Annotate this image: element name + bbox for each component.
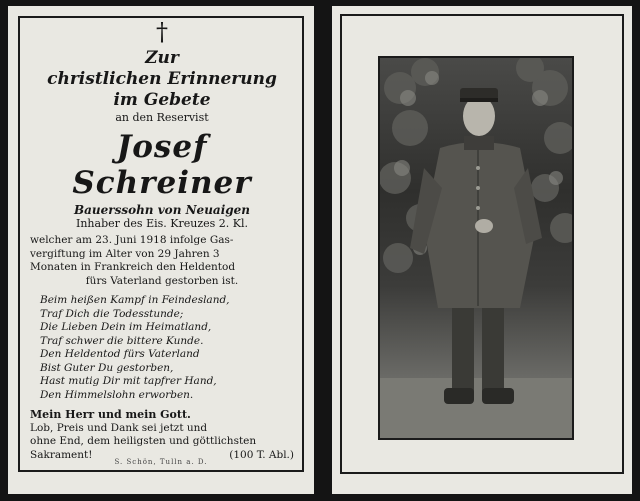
origin-line: Bauerssohn von Neuaigen [73,203,251,217]
intro-line-2: christlichen Erinnerung [47,69,277,89]
death-notice-line-1: welcher am 23. Juni 1918 infolge Gas- [30,234,234,246]
soldier-portrait-photo [378,56,574,440]
memorial-card-photo-side [332,6,632,494]
memorial-card-text-side [8,6,314,494]
verse-line: Den Himmelslohn erworben. [40,388,194,401]
verse-line: Die Lieben Dein im Heimatland, [40,321,212,333]
dedication: an den Reservist [115,111,209,124]
verse-line: Den Heldentod fürs Vaterland [40,348,200,360]
verse-line: Hast mutig Dir mit tapfrer Hand, [40,375,217,387]
death-notice [30,234,294,288]
verse-line: Bist Guter Du gestorben, [40,361,174,374]
death-notice-line-3: Monaten in Frankreich den Heldentod [30,261,236,273]
verse-line: Beim heißen Kampf in Feindesland, [40,294,230,306]
verse-line: Traf schwer die bittere Kunde. [40,334,204,347]
memorial-text-block [30,20,294,462]
death-notice-line-2: vergiftung im Alter von 29 Jahren 3 [30,247,220,260]
prayer-heading: Mein Herr und mein Gott. [30,408,191,421]
soldier-portrait-illustration [380,58,574,440]
cross-icon: † [156,18,168,46]
sacrament-text: Sakrament! [30,448,93,461]
verse-line: Traf Dich die Todesstunde; [40,307,184,320]
death-notice-line-4: fürs Vaterland gestorben ist. [85,274,239,287]
prayer-line-3: ohne End, dem heiligsten und göttlichsten [30,435,257,447]
intro-line-1: Zur [145,48,179,68]
intro-line-3: im Gebete [113,90,211,110]
memorial-verse [40,294,294,402]
indulgence-note: (100 T. Abl.) [229,448,294,461]
printer-imprint: S. Schön, Tulln a. D. [114,458,208,466]
deceased-name: Josef Schreiner [72,129,252,201]
prayer-line-2: Lob, Preis und Dank sei jetzt und [30,421,208,434]
honor-line: Inhaber des Eis. Kreuzes 2. Kl. [76,217,248,230]
